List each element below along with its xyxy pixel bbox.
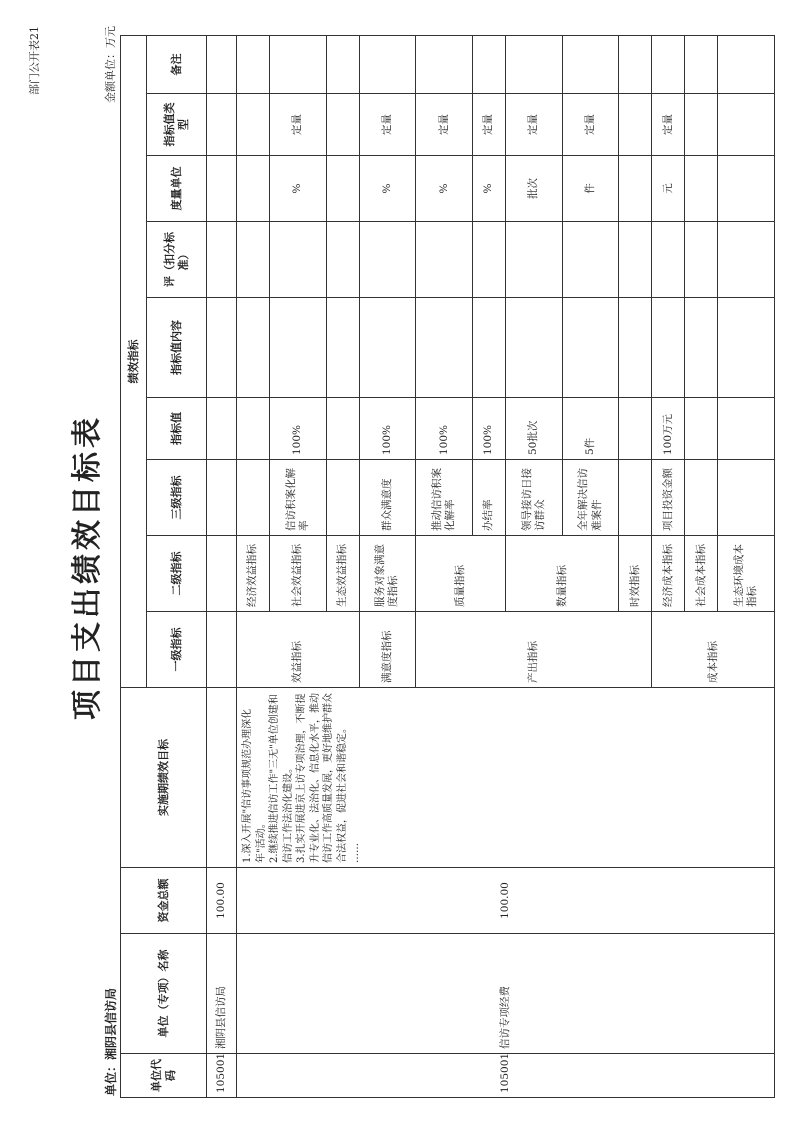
level3-cell: 领导接访日接访群众 <box>505 460 562 536</box>
header-measure-unit: 度量单位 <box>147 156 207 222</box>
value-cell: 100% <box>359 398 416 460</box>
level3-cell: 推动信访积案化解率 <box>416 460 473 536</box>
unit-cell <box>619 156 652 222</box>
value-cell <box>326 398 359 460</box>
unit-cell: % <box>473 156 506 222</box>
unit-cell: 元 <box>652 156 685 222</box>
value-cell: 5件 <box>562 398 619 460</box>
header-value-type: 指标值类型 <box>147 94 207 156</box>
unit-cell: % <box>416 156 473 222</box>
goal-item: 2.继续推进信访工作"三无"单位创建和信访工作法治化建设。 <box>269 694 294 863</box>
unit-cell: % <box>359 156 416 222</box>
header-content: 指标值内容 <box>147 298 207 398</box>
value-cell: 100% <box>416 398 473 460</box>
project-name-cell: 信访专项经费 <box>237 934 775 1054</box>
type-cell <box>326 94 359 156</box>
header-total-funds: 资金总额 <box>121 868 207 934</box>
value-cell <box>685 398 718 460</box>
level2-cell: 生态环境成本指标 <box>718 536 775 612</box>
header-level2: 二级指标 <box>147 536 207 612</box>
value-cell: 100% <box>269 398 326 460</box>
level2-cell: 时效指标 <box>619 536 652 612</box>
level1-output: 产出指标 <box>416 612 652 688</box>
goal-cell <box>237 688 775 868</box>
level3-cell <box>685 460 718 536</box>
level3-cell: 办结率 <box>473 460 506 536</box>
page-title: 项目支出绩效目标表 <box>70 414 105 720</box>
goal-item: 1.深入开展"信访事项规范办理深化年"活动。 <box>242 708 267 863</box>
unit-code-cell: 105001 <box>207 1054 237 1098</box>
level1-cost: 成本指标 <box>652 612 775 688</box>
unit-cell <box>685 156 718 222</box>
value-cell: 100% <box>473 398 506 460</box>
level3-cell <box>237 460 270 536</box>
unit-cell <box>237 156 270 222</box>
project-code-cell: 105001 <box>237 1054 775 1098</box>
type-cell <box>718 94 775 156</box>
level2-cell: 社会效益指标 <box>269 536 326 612</box>
level3-cell: 全年解决信访难案件 <box>562 460 619 536</box>
level2-cell: 经济效益指标 <box>237 536 270 612</box>
unit-cell: % <box>269 156 326 222</box>
value-cell: 50批次 <box>505 398 562 460</box>
performance-table <box>120 35 775 1098</box>
type-cell: 定量 <box>269 94 326 156</box>
header-unit-code: 单位代码 <box>121 1054 207 1098</box>
goal-item: 3.扎实开展进京上访专项治理，不断提升专业化、法治化、信息化水平，推动信访工作高质量发展，更好地维护群众合法权益，促进社会和谐稳定。 <box>296 693 348 863</box>
table-row <box>207 35 237 1097</box>
value-cell <box>718 398 775 460</box>
goal-item: …… <box>350 843 361 863</box>
type-cell: 定量 <box>416 94 473 156</box>
level1-satisfaction: 满意度指标 <box>359 612 416 688</box>
type-cell: 定量 <box>473 94 506 156</box>
header-value: 指标值 <box>147 398 207 460</box>
header-level1: 一级指标 <box>147 612 207 688</box>
unit-funds-cell: 100.00 <box>207 868 237 934</box>
header-perf-group: 绩效指标 <box>121 35 147 687</box>
header-goal: 实施期绩效目标 <box>121 688 207 868</box>
level3-cell: 信访积案化解率 <box>269 460 326 536</box>
type-cell <box>685 94 718 156</box>
type-cell: 定量 <box>359 94 416 156</box>
level3-cell <box>718 460 775 536</box>
unit-cell <box>718 156 775 222</box>
level3-cell: 群众满意度 <box>359 460 416 536</box>
type-cell: 定量 <box>505 94 562 156</box>
unit-name-cell: 湘阴县信访局 <box>207 934 237 1054</box>
header-scoring: 评（扣分标准） <box>147 222 207 298</box>
level3-cell <box>326 460 359 536</box>
level3-cell <box>619 460 652 536</box>
header-remark: 备注 <box>147 35 207 93</box>
header-level3: 三级指标 <box>147 460 207 536</box>
type-cell <box>237 94 270 156</box>
unit-label: 单位：湘阴县信访局 <box>104 987 118 1096</box>
money-unit-label: 金额单位：万元 <box>104 26 117 103</box>
type-cell: 定量 <box>652 94 685 156</box>
value-cell <box>237 398 270 460</box>
value-cell: 100万元 <box>652 398 685 460</box>
header-project-name: 单位（专项）名称 <box>121 934 207 1054</box>
level2-cell: 经济成本指标 <box>652 536 685 612</box>
unit-cell: 件 <box>562 156 619 222</box>
level2-cell: 生态效益指标 <box>326 536 359 612</box>
level3-cell: 项目投资金额 <box>652 460 685 536</box>
level2-cell: 质量指标 <box>416 536 506 612</box>
level1-benefit: 效益指标 <box>237 612 360 688</box>
project-funds-cell: 100.00 <box>237 868 775 934</box>
table-row <box>237 35 270 1097</box>
form-code: 部门公开表21 <box>28 26 41 95</box>
type-cell <box>619 94 652 156</box>
level2-cell: 数量指标 <box>505 536 619 612</box>
value-cell <box>619 398 652 460</box>
unit-cell <box>326 156 359 222</box>
type-cell: 定量 <box>562 94 619 156</box>
level2-cell: 社会成本指标 <box>685 536 718 612</box>
unit-cell: 批次 <box>505 156 562 222</box>
level2-cell: 服务对象满意度指标 <box>359 536 416 612</box>
